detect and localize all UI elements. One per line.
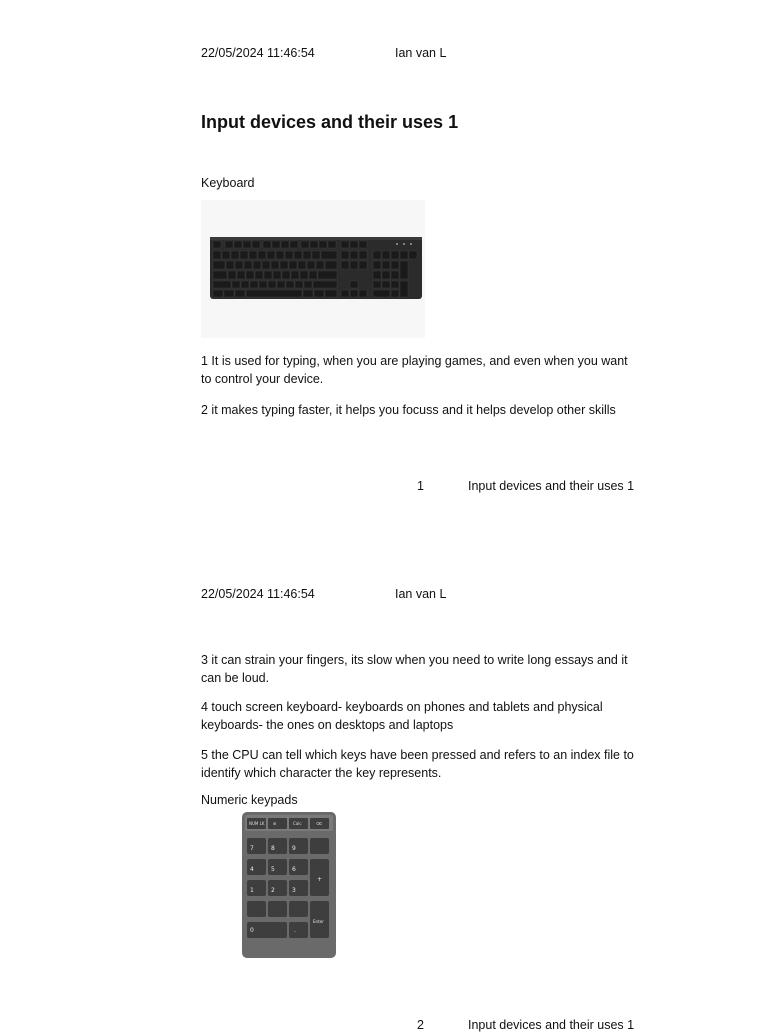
header-datetime: 22/05/2024 11:46:54 [201, 587, 315, 601]
numpad-image [241, 811, 337, 959]
svg-text:0: 0 [250, 927, 254, 934]
svg-text:Enter: Enter [313, 919, 324, 924]
svg-text:4: 4 [250, 866, 254, 873]
svg-text:7: 7 [250, 845, 254, 852]
header-datetime: 22/05/2024 11:46:54 [201, 46, 315, 60]
svg-text:+: + [317, 876, 323, 883]
keyboard-image [201, 200, 425, 338]
footer-doc-title: Input devices and their uses 1 [468, 479, 635, 493]
numpad-key-calc: Calc [293, 821, 302, 826]
paragraph-4: 4 touch screen keyboard- keyboards on phones and tablets and physical keyboards- the ones on desktops and laptops [201, 700, 603, 732]
page-title: Input devices and their uses 1 [201, 112, 459, 132]
svg-text:.: . [294, 927, 296, 934]
svg-text:6: 6 [292, 866, 296, 873]
footer-doc-title: Input devices and their uses 1 [468, 1018, 635, 1032]
svg-text:2: 2 [271, 887, 275, 894]
paragraph-3: 3 it can strain your fingers, its slow when you need to write long essays and it can be loud. [201, 653, 628, 685]
header-author: Ian van L [395, 46, 447, 60]
keyboard-photo-icon [201, 200, 425, 338]
paragraph-1: 1 It is used for typing, when you are playing games, and even when you want to control your device. [201, 354, 628, 386]
footer-page-number: 1 [417, 479, 424, 493]
svg-text:3: 3 [292, 887, 296, 894]
svg-text:1: 1 [250, 887, 254, 894]
paragraph-2: 2 it makes typing faster, it helps you focuss and it helps develop other skills [201, 403, 616, 417]
numpad-key-numlk: NUM LK [249, 821, 265, 826]
header-author: Ian van L [395, 587, 447, 601]
footer-page-number: 2 [417, 1018, 424, 1032]
svg-text:9: 9 [292, 845, 296, 852]
svg-text:8: 8 [271, 845, 275, 852]
numeric-keypad-photo-icon [241, 811, 337, 959]
numpad-key-windows: ⊞ [273, 821, 277, 826]
numpad-key-backspace: ⌫ [316, 821, 322, 826]
svg-text:5: 5 [271, 866, 275, 873]
section-label-numeric-keypads: Numeric keypads [201, 793, 298, 807]
section-label-keyboard: Keyboard [201, 176, 255, 190]
paragraph-5: 5 the CPU can tell which keys have been pressed and refers to an index file to identify which character the key represents. [201, 748, 634, 780]
